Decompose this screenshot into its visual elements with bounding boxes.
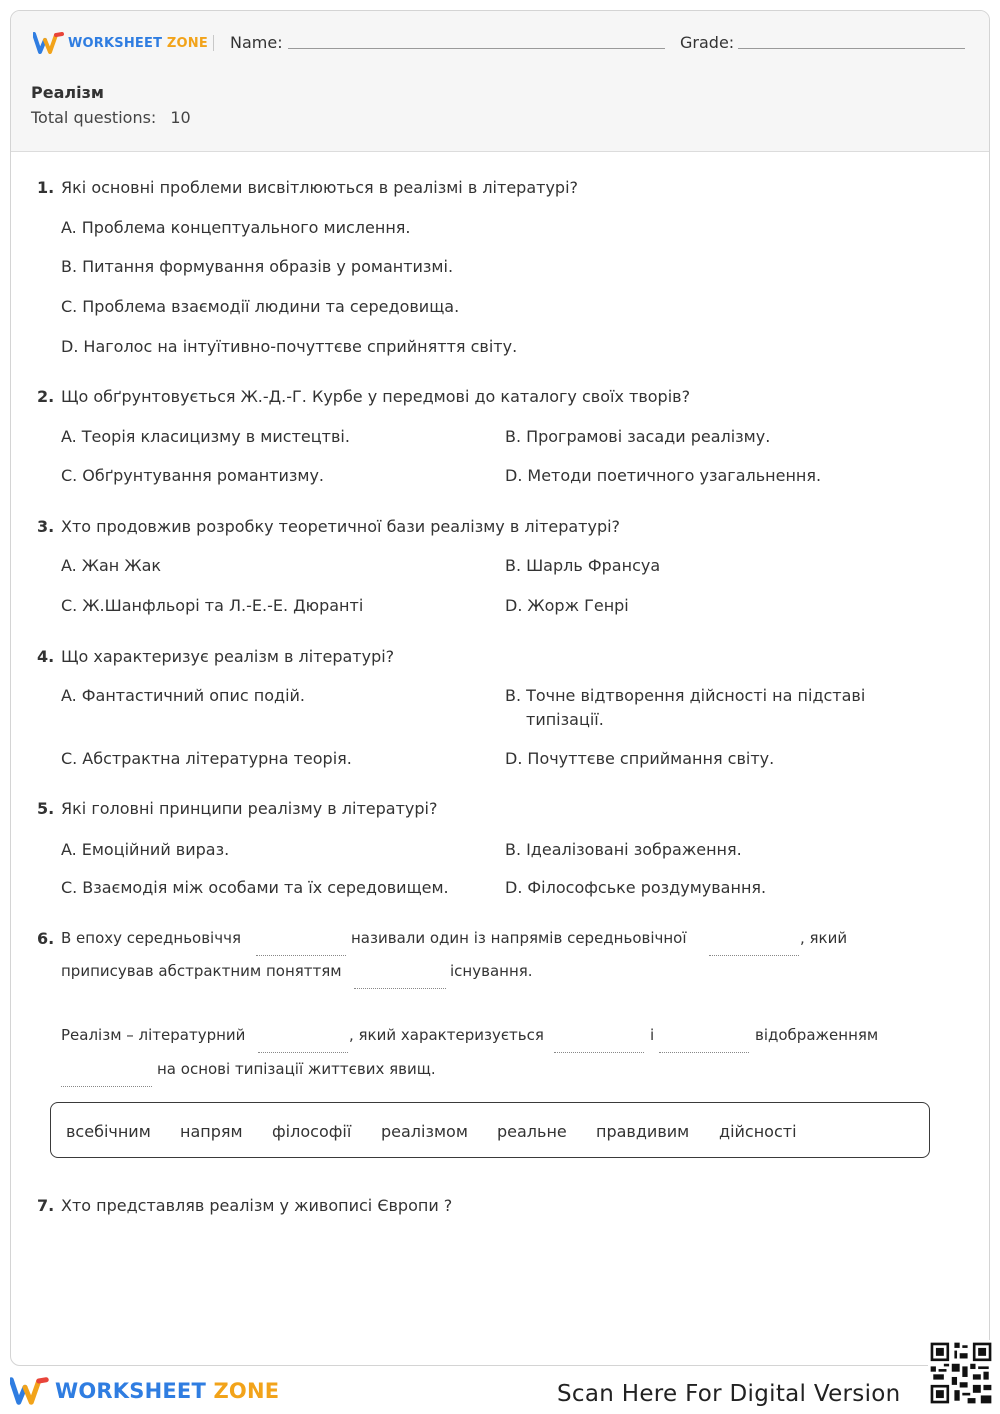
footer-logo-text: WORKSHEET ZONE (55, 1379, 280, 1403)
question-number: 4. (37, 647, 55, 666)
fill-text: Реалізм – літературний (61, 1026, 246, 1044)
question-number: 6. (37, 929, 55, 948)
logo-text: WORKSHEET ZONE (68, 35, 208, 51)
fill-blank[interactable] (709, 955, 799, 956)
question-number: 1. (37, 178, 55, 197)
question-text: Які основні проблеми висвітлюються в реалізмі в літературі? (61, 178, 579, 197)
total-label: Total questions: (31, 108, 157, 127)
answer-option[interactable]: C. Проблема взаємодії людини та середовища. (61, 297, 460, 316)
word-bank-item[interactable]: всебічним (66, 1122, 151, 1141)
total-count: 10 (170, 108, 191, 127)
fill-text: існування. (450, 962, 533, 980)
answer-option[interactable]: A. Проблема концептуального мислення. (61, 218, 411, 237)
answer-option[interactable]: A. Фантастичний опис подій. (61, 686, 305, 705)
word-bank-item[interactable]: дійсності (719, 1122, 797, 1141)
fill-blank[interactable] (554, 1052, 644, 1053)
answer-option[interactable]: C. Ж.Шанфльорі та Л.-Е.-Е. Дюранті (61, 596, 364, 615)
grade-label: Grade: (680, 33, 735, 52)
logo-icon (10, 1376, 50, 1406)
fill-blank[interactable] (354, 988, 446, 989)
answer-option[interactable]: B. Ідеалізовані зображення. (505, 840, 742, 859)
question-number: 3. (37, 517, 55, 536)
fill-text: відображенням (755, 1026, 879, 1044)
fill-blank[interactable] (659, 1052, 749, 1053)
answer-option[interactable]: D. Методи поетичного узагальнення. (505, 466, 822, 485)
question-text: Хто представляв реалізм у живописі Європи ? (61, 1196, 453, 1215)
scan-caption: Scan Here For Digital Version (557, 1381, 901, 1407)
fill-text: В епоху середньовіччя (61, 929, 241, 947)
answer-option[interactable]: B. Шарль Франсуа (505, 556, 661, 575)
question-text: Що обґрунтовується Ж.-Д.-Г. Курбе у передмові до каталогу своїх творів? (61, 387, 691, 406)
worksheet-title: Реалізм (31, 83, 104, 102)
fill-blank[interactable] (258, 1052, 348, 1053)
word-bank-item[interactable]: реалізмом (381, 1122, 468, 1141)
fill-text: приписував абстрактним поняттям (61, 962, 342, 980)
answer-option[interactable]: A. Жан Жак (61, 556, 162, 575)
answer-option[interactable]: C. Взаємодія між особами та їх середовищем. (61, 878, 449, 897)
word-bank-item[interactable]: напрям (180, 1122, 243, 1141)
answer-option[interactable]: A. Емоційний вираз. (61, 840, 230, 859)
fill-text: називали один із напрямів середньовічної (351, 929, 687, 947)
answer-option[interactable]: A. Теорія класицизму в мистецтві. (61, 427, 350, 446)
fill-blank[interactable] (61, 1086, 152, 1087)
answer-option[interactable]: D. Філософське роздумування. (505, 878, 767, 897)
fill-text: на основі типізації життєвих явищ. (157, 1060, 436, 1078)
question-text: Що характеризує реалізм в літературі? (61, 647, 395, 666)
question-number: 5. (37, 799, 55, 818)
fill-blank[interactable] (256, 955, 346, 956)
word-bank-item[interactable]: філософії (272, 1122, 352, 1141)
fill-text: , який (800, 929, 848, 947)
question-number: 7. (37, 1196, 55, 1215)
answer-option[interactable]: B. Програмові засади реалізму. (505, 427, 771, 446)
fill-text: , який характеризується (349, 1026, 544, 1044)
answer-option[interactable]: C. Обґрунтування романтизму. (61, 466, 325, 485)
answer-option[interactable]: C. Абстрактна літературна теорія. (61, 749, 352, 768)
answer-option[interactable]: D. Жорж Генрі (505, 596, 629, 615)
fill-text: і (650, 1026, 655, 1044)
answer-option[interactable]: D. Почуттєве сприймання світу. (505, 749, 775, 768)
answer-option[interactable]: B. Точне відтворення дійсності на підставі типізації. (505, 686, 866, 729)
question-text: Хто продовжив розробку теоретичної бази реалізму в літературі? (61, 517, 621, 536)
answer-option[interactable]: B. Питання формування образів у романтизмі. (61, 257, 454, 276)
name-label: Name: (230, 33, 283, 52)
question-text: Які головні принципи реалізму в літературі? (61, 799, 438, 818)
word-bank (50, 1102, 930, 1158)
question-number: 2. (37, 387, 55, 406)
qr-code-icon[interactable] (928, 1340, 994, 1406)
word-bank-item[interactable]: правдивим (596, 1122, 690, 1141)
answer-option[interactable]: D. Наголос на інтуїтивно-почуттєве сприйняття світу. (61, 337, 518, 356)
footer-logo (10, 1376, 279, 1406)
word-bank-item[interactable]: реальне (497, 1122, 567, 1141)
